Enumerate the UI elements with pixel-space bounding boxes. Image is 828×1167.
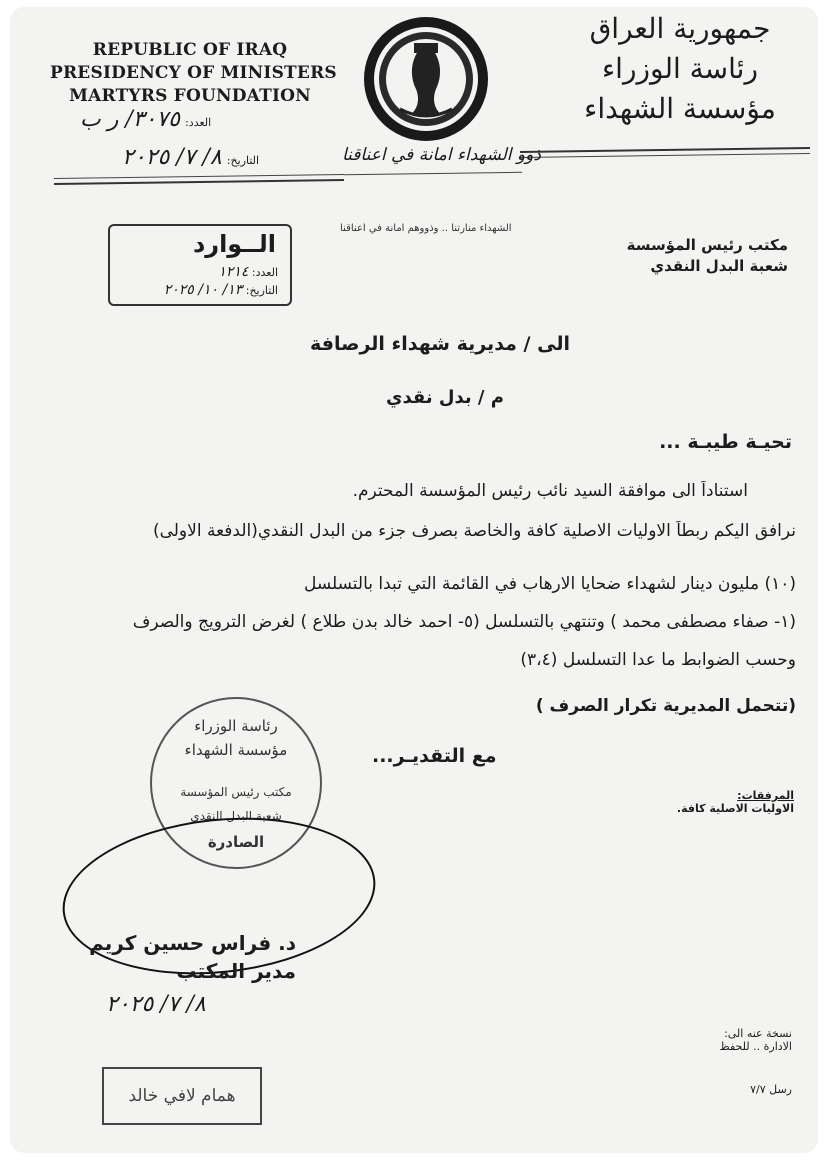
reference-number-value: ٣٠٧٥/ ر ب bbox=[80, 107, 180, 132]
header-rule-left-thin bbox=[54, 174, 344, 179]
arabic-letterhead bbox=[560, 9, 800, 129]
signer-date: ٨/ ٧/ ٢٠٢٥ bbox=[106, 992, 206, 1017]
incoming-stamp-title: الــوارد bbox=[192, 230, 276, 258]
incoming-stamp-date-label: التاريخ: bbox=[245, 284, 278, 297]
body-line-3: (١٠) مليون دينار لشهداء ضحايا الارهاب في القائمة التي تبدا بالتسلسل bbox=[303, 574, 796, 594]
incoming-stamp-number bbox=[218, 264, 278, 280]
copy-to-line-1: نسخة عنه الى: bbox=[724, 1027, 792, 1040]
reference-number bbox=[80, 107, 211, 132]
attachments-item: الاوليات الاصلية كافة. bbox=[676, 802, 794, 815]
sender-office-line-2: شعبة البدل النقدي bbox=[650, 257, 788, 275]
reference-number-label: العدد: bbox=[185, 116, 212, 129]
greeting-line: تحيـة طيبـة ... bbox=[659, 431, 792, 453]
reference-date bbox=[122, 145, 259, 170]
header-rule-right-thin bbox=[520, 153, 810, 158]
header-slogan: ذوو الشهداء امانة في اعناقنا bbox=[342, 145, 541, 165]
round-seal-line-1: رئاسة الوزراء bbox=[194, 717, 278, 735]
incoming-stamp-number-value: ١٢١٤ bbox=[218, 264, 249, 280]
round-seal-line-3: مكتب رئيس المؤسسة bbox=[180, 785, 292, 799]
arabic-letterhead-line-2: رئاسة الوزراء bbox=[602, 52, 758, 85]
copy-to-line-3: رسل ٧/٧ bbox=[750, 1083, 792, 1096]
martyrs-foundation-emblem-icon bbox=[360, 13, 492, 145]
english-letterhead-line-2: PRESIDENCY OF MINISTERS bbox=[50, 63, 337, 83]
name-stamp: همام لافي خالد bbox=[102, 1067, 262, 1125]
english-letterhead bbox=[50, 39, 337, 108]
copy-to bbox=[720, 1027, 792, 1096]
reference-date-label: التاريخ: bbox=[226, 154, 260, 167]
arabic-letterhead-line-1: جمهورية العراق bbox=[589, 12, 771, 45]
round-seal-line-2: مؤسسة الشهداء bbox=[184, 741, 288, 759]
round-seal-line-4: شعبة البدل النقدي bbox=[190, 809, 282, 823]
header-rule-left bbox=[54, 179, 344, 185]
body-line-6: (تتحمل المديرية تكرار الصرف ) bbox=[535, 696, 796, 716]
incoming-stamp-date-value: ١٣/ ١٠/ ٢٠٢٥ bbox=[163, 282, 243, 298]
incoming-stamp bbox=[108, 224, 292, 306]
incoming-stamp-date bbox=[164, 282, 278, 298]
document-page bbox=[10, 7, 818, 1153]
round-seal-line-5: الصادرة bbox=[207, 833, 265, 851]
attachments bbox=[677, 789, 794, 815]
body-line-1: استناداً الى موافقة السيد نائب رئيس المؤسسة المحترم. bbox=[352, 481, 748, 501]
english-letterhead-line-1: REPUBLIC OF IRAQ bbox=[92, 40, 288, 60]
incoming-stamp-number-label: العدد: bbox=[251, 266, 278, 279]
subject-line: م / بدل نقدي bbox=[386, 387, 504, 408]
body-line-5: وحسب الضوابط ما عدا التسلسل (٣،٤) bbox=[520, 650, 796, 670]
body-line-4: (١- صفاء مصطفى محمد ) وتنتهي بالتسلسل (٥- احمد خالد بدن طلاع ) لغرض الترويج والصرف bbox=[132, 612, 796, 632]
recipient-line: الى / مديرية شهداء الرصافة bbox=[310, 333, 570, 355]
english-letterhead-line-3: MARTYRS FOUNDATION bbox=[69, 86, 311, 106]
header-rule-right bbox=[520, 147, 810, 153]
signer-title: مدير المكتب bbox=[176, 959, 296, 983]
sender-office bbox=[627, 235, 788, 277]
header-rule-middle bbox=[344, 172, 522, 175]
signer-block bbox=[86, 929, 296, 985]
body-line-2: نرافق اليكم ربطاً الاوليات الاصلية كافة والخاصة بصرف جزء من البدل النقدي(الدفعة الاولى) bbox=[152, 521, 796, 541]
closing-line: مع التقديـر... bbox=[372, 745, 497, 767]
reference-date-value: ٨/ ٧/ ٢٠٢٥ bbox=[122, 145, 222, 170]
signer-name: د. فراس حسين كريم bbox=[89, 931, 296, 955]
copy-to-line-2: الادارة .. للحفظ bbox=[719, 1040, 792, 1053]
sender-office-line-1: مكتب رئيس المؤسسة bbox=[626, 236, 788, 254]
handwritten-note: الشهداء منارتنا .. وذووهم امانة في اعناقنا bbox=[340, 223, 512, 234]
attachments-label: المرفقات: bbox=[737, 789, 794, 802]
arabic-letterhead-line-3: مؤسسة الشهداء bbox=[584, 92, 776, 125]
